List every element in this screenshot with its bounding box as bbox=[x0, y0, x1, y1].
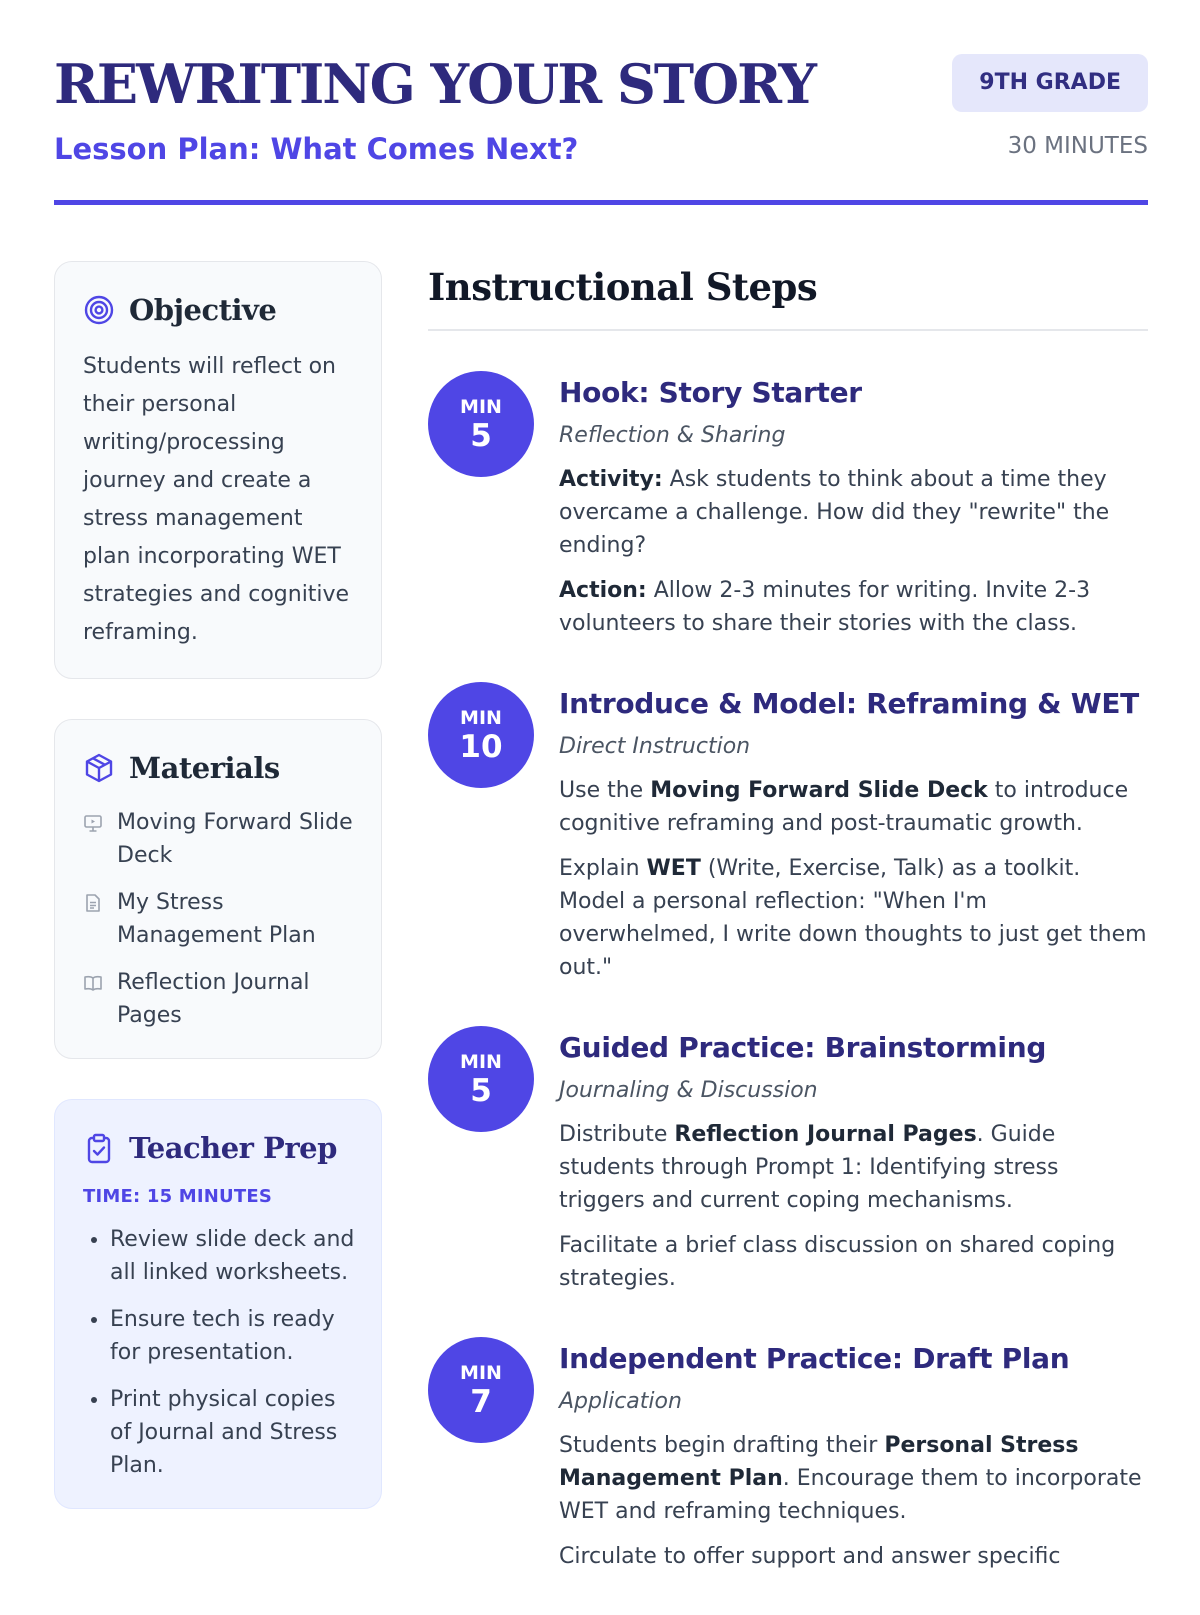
minutes-value: 5 bbox=[470, 418, 492, 454]
step-title: Independent Practice: Draft Plan bbox=[559, 1342, 1070, 1375]
step-text: Explain bbox=[559, 856, 647, 881]
min-label: MIN bbox=[460, 707, 502, 729]
step-label: Action: bbox=[559, 578, 647, 603]
step-paragraph: Circulate to offer support and answer specific bbox=[559, 1544, 1061, 1569]
minutes-value: 7 bbox=[470, 1384, 492, 1420]
teacher-prep-header bbox=[83, 1128, 355, 1168]
step-paragraph bbox=[559, 852, 1148, 984]
step-text: to introduce cognitive reframing and post-traumatic growth. bbox=[559, 778, 1129, 836]
min-label: MIN bbox=[460, 396, 502, 418]
step-subtitle: Reflection & Sharing bbox=[559, 423, 786, 448]
grade-badge: 9TH GRADE bbox=[952, 54, 1148, 112]
step-item bbox=[428, 371, 1148, 640]
material-item bbox=[83, 806, 355, 872]
document-icon bbox=[83, 893, 103, 913]
steps-divider bbox=[428, 329, 1148, 331]
materials-list bbox=[83, 806, 355, 1032]
step-subtitle: Application bbox=[559, 1389, 682, 1414]
step-text: Distribute bbox=[559, 1122, 675, 1147]
step-text: Allow 2-3 minutes for writing. Invite 2-3 volunteers to share their stories with the class. bbox=[559, 578, 1091, 636]
lesson-plan-page bbox=[54, 0, 1148, 1600]
teacher-prep-title: Teacher Prep bbox=[129, 1131, 337, 1165]
cube-icon bbox=[83, 752, 115, 784]
step-item bbox=[428, 682, 1148, 984]
minutes-badge bbox=[428, 371, 534, 477]
step-emphasis: WET bbox=[646, 856, 701, 881]
step-paragraph bbox=[559, 774, 1148, 840]
minutes-badge bbox=[428, 682, 534, 788]
objective-header bbox=[83, 290, 355, 330]
minutes-badge bbox=[428, 1026, 534, 1132]
step-paragraph: Facilitate a brief class discussion on shared coping strategies. bbox=[559, 1233, 1116, 1291]
minutes-badge bbox=[428, 1337, 534, 1443]
prep-item: • Print physical copies of Journal and Stress Plan. bbox=[110, 1383, 355, 1482]
clipboard-check-icon bbox=[83, 1132, 115, 1164]
step-text: . Guide students through Prompt 1: Identifying stress triggers and current coping mechanisms. bbox=[559, 1122, 1059, 1213]
step-text: Use the bbox=[559, 778, 651, 803]
step-paragraph bbox=[559, 1429, 1148, 1528]
step-item bbox=[428, 1337, 1148, 1573]
prep-item: • Review slide deck and all linked worksheets. bbox=[110, 1223, 355, 1289]
instructional-steps bbox=[428, 262, 1148, 1615]
materials-card bbox=[54, 719, 382, 1059]
step-title: Introduce & Model: Reframing & WET bbox=[559, 687, 1139, 720]
material-label: My Stress Management Plan bbox=[117, 890, 316, 948]
step-emphasis: Personal Stress Management Plan bbox=[559, 1433, 1079, 1491]
sidebar bbox=[54, 261, 382, 1549]
lesson-duration: 30 MINUTES bbox=[1007, 133, 1148, 159]
step-text: Ask students to think about a time they overcame a challenge. How did they "rewrite" the ending? bbox=[559, 467, 1110, 558]
page-title: REWRITING YOUR STORY bbox=[54, 52, 815, 116]
min-label: MIN bbox=[460, 1051, 502, 1073]
minutes-value: 5 bbox=[470, 1073, 492, 1109]
prep-list bbox=[83, 1223, 355, 1482]
step-label: Activity: bbox=[559, 467, 663, 492]
step-item bbox=[428, 1026, 1148, 1295]
step-emphasis: Moving Forward Slide Deck bbox=[650, 778, 988, 803]
prep-time: TIME: 15 MINUTES bbox=[83, 1186, 272, 1207]
material-item bbox=[83, 966, 355, 1032]
material-label: Reflection Journal Pages bbox=[117, 970, 310, 1028]
min-label: MIN bbox=[460, 1362, 502, 1384]
objective-title: Objective bbox=[129, 293, 277, 327]
step-emphasis: Reflection Journal Pages bbox=[674, 1122, 977, 1147]
step-subtitle: Journaling & Discussion bbox=[559, 1078, 818, 1103]
step-title: Guided Practice: Brainstorming bbox=[559, 1031, 1047, 1064]
target-icon bbox=[83, 294, 115, 326]
steps-title: Instructional Steps bbox=[428, 265, 818, 309]
prep-item: • Ensure tech is ready for presentation. bbox=[110, 1303, 355, 1369]
presentation-icon bbox=[83, 813, 103, 833]
objective-card bbox=[54, 261, 382, 679]
materials-title: Materials bbox=[129, 751, 280, 785]
book-icon bbox=[83, 973, 103, 993]
materials-header bbox=[83, 748, 355, 788]
page-subtitle: Lesson Plan: What Comes Next? bbox=[54, 132, 579, 166]
step-subtitle: Direct Instruction bbox=[559, 734, 751, 759]
step-paragraph bbox=[559, 463, 1148, 562]
teacher-prep-card bbox=[54, 1099, 382, 1509]
header-divider bbox=[54, 200, 1148, 205]
step-text: (Write, Exercise, Talk) as a toolkit. Model a personal reflection: "When I'm overwhelmed, I write down thoughts to just get them out." bbox=[559, 856, 1147, 980]
step-paragraph bbox=[559, 1118, 1148, 1217]
material-item bbox=[83, 886, 355, 952]
minutes-value: 10 bbox=[459, 729, 503, 765]
step-title: Hook: Story Starter bbox=[559, 376, 862, 409]
page-header bbox=[54, 52, 1148, 208]
objective-text: Students will reflect on their personal writing/processing journey and create a stress management plan incorporating WET strategies and cognitive reframing. bbox=[83, 354, 350, 645]
material-label: Moving Forward Slide Deck bbox=[117, 810, 353, 868]
step-text: Students begin drafting their bbox=[559, 1433, 885, 1458]
step-paragraph bbox=[559, 574, 1148, 640]
step-text: . Encourage them to incorporate WET and reframing techniques. bbox=[559, 1466, 1142, 1524]
